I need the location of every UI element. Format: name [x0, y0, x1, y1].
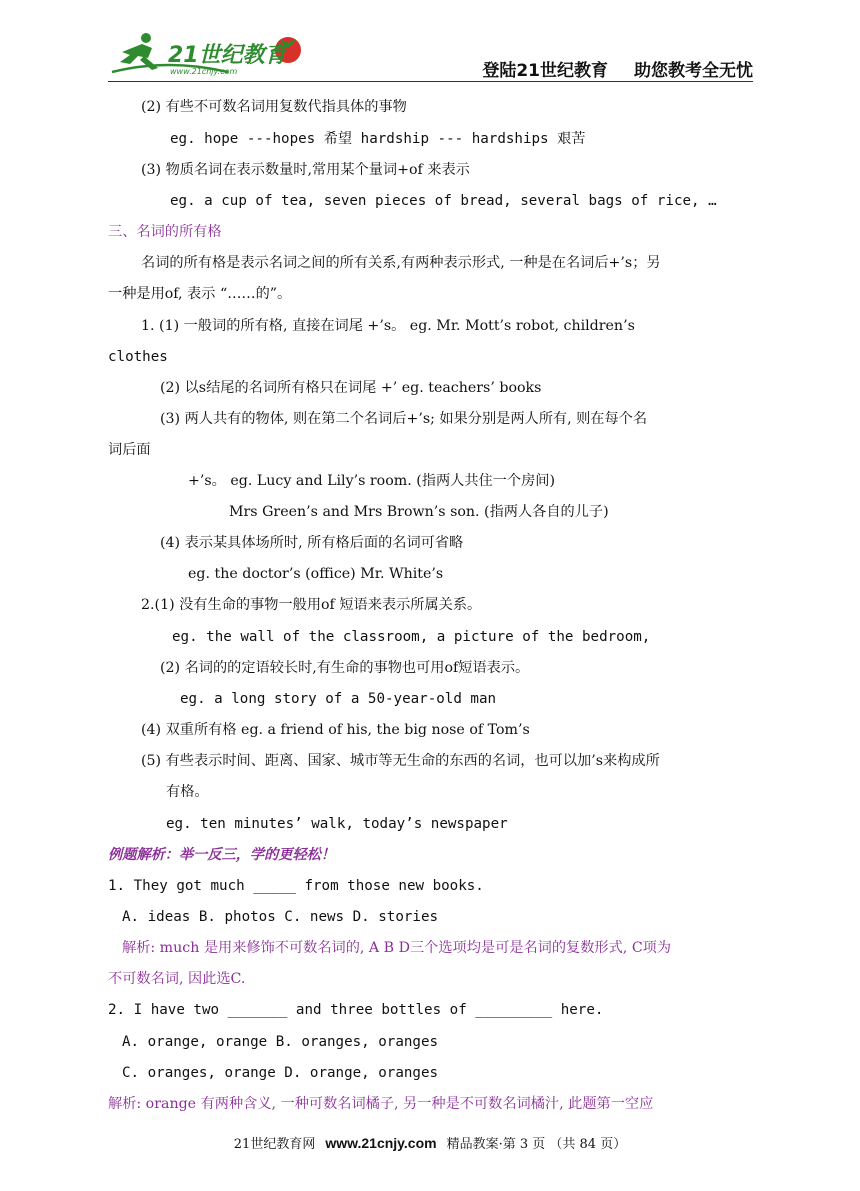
text-line: (5) 有些表示时间、距离、国家、城市等无生命的东西的名词，也可以加’s来构成所 [141, 753, 660, 769]
question-2-analysis: 解析: orange 有两种含义, 一种可数名词橘子, 另一种是不可数名词橘汁, 此题第一空应 [108, 1096, 654, 1112]
text-line: (3) 两人共有的物体, 则在第二个名词后+’s; 如果分别是两人所有, 则在每个名 [160, 411, 648, 427]
page-footer [0, 1133, 860, 1152]
question-1-options: A. ideas B. photos C. news D. stories [122, 909, 439, 925]
example-heading: 例题解析：举一反三，学的更轻松！ [108, 847, 336, 863]
text-line: eg. a cup of tea, seven pieces of bread, several bags of rice, … [170, 193, 717, 209]
logo-url: www.21cnjy.com [170, 67, 238, 76]
text-line: Mrs Green’s and Mrs Brown’s son. (指两人各自的儿子) [229, 504, 609, 520]
question-2: 2. I have two _______ and three bottles of _________ here. [108, 1002, 604, 1018]
logo-text: 21世纪教育 [168, 43, 287, 68]
text-line: 2.(1) 没有生命的事物一般用of 短语来表示所属关系。 [141, 597, 482, 613]
text-line: eg. the doctor’s (office) Mr. White’s [188, 566, 444, 582]
text-line: eg. ten minutes’ walk, today’s newspaper [166, 816, 508, 832]
text-line: 名词的所有格是表示名词之间的所有关系,有两种表示形式, 一种是在名词后+’s；另 [141, 255, 661, 271]
text-line: clothes [108, 349, 168, 365]
site-logo [108, 28, 308, 78]
text-line: (3) 物质名词在表示数量时,常用某个量词+of 来表示 [141, 162, 470, 178]
text-line: 词后面 [108, 442, 151, 458]
text-line: (4) 双重所有格 eg. a friend of his, the big nose of Tom’s [141, 722, 530, 738]
text-line: (2) 名词的的定语较长时,有生命的事物也可用of短语表示。 [160, 660, 530, 676]
text-line: (4) 表示某具体场所时, 所有格后面的名词可省略 [160, 535, 464, 551]
text-line: 1. (1) 一般词的所有格, 直接在词尾 +’s。 eg. Mr. Mott’s robot, children’s [141, 318, 635, 334]
question-1: 1. They got much _____ from those new books. [108, 878, 484, 894]
header-slogan [482, 56, 753, 81]
text-line: +’s。 eg. Lucy and Lily’s room. (指两人共住一个房间) [188, 473, 555, 489]
footer-url[interactable]: www.21cnjy.com [325, 1135, 437, 1151]
text-line: 有格。 [166, 784, 209, 800]
page-header [108, 24, 753, 82]
question-2-options-cd: C. oranges, orange D. orange, oranges [122, 1065, 439, 1081]
section-heading: 三、名词的所有格 [108, 224, 222, 240]
text-line: (2) 有些不可数名词用复数代指具体的事物 [141, 99, 407, 115]
text-line: eg. hope ---hopes 希望 hardship --- hardships 艰苦 [170, 131, 586, 147]
question-1-analysis-cont: 不可数名词, 因此选C. [108, 971, 246, 987]
slogan-left: 登陆21世纪教育 [482, 61, 608, 81]
text-line: 一种是用of, 表示 “……的”。 [108, 286, 292, 302]
slogan-right: 助您教考全无忧 [634, 61, 753, 81]
footer-site: 21世纪教育网 [233, 1137, 316, 1152]
question-1-analysis: 解析: much 是用来修饰不可数名词的, A B D三个选项均是可是名词的复数形式, C项为 [122, 940, 672, 956]
question-2-options-ab: A. orange, orange B. oranges, oranges [122, 1034, 439, 1050]
text-line: eg. a long story of a 50-year-old man [180, 691, 497, 707]
footer-page-info: 精品教案·第 3 页 （共 84 页） [446, 1137, 627, 1152]
header-divider [108, 81, 753, 82]
text-line: (2) 以s结尾的名词所有格只在词尾 +’ eg. teachers’ books [160, 380, 542, 396]
text-line: eg. the wall of the classroom, a picture of the bedroom, [172, 629, 651, 645]
